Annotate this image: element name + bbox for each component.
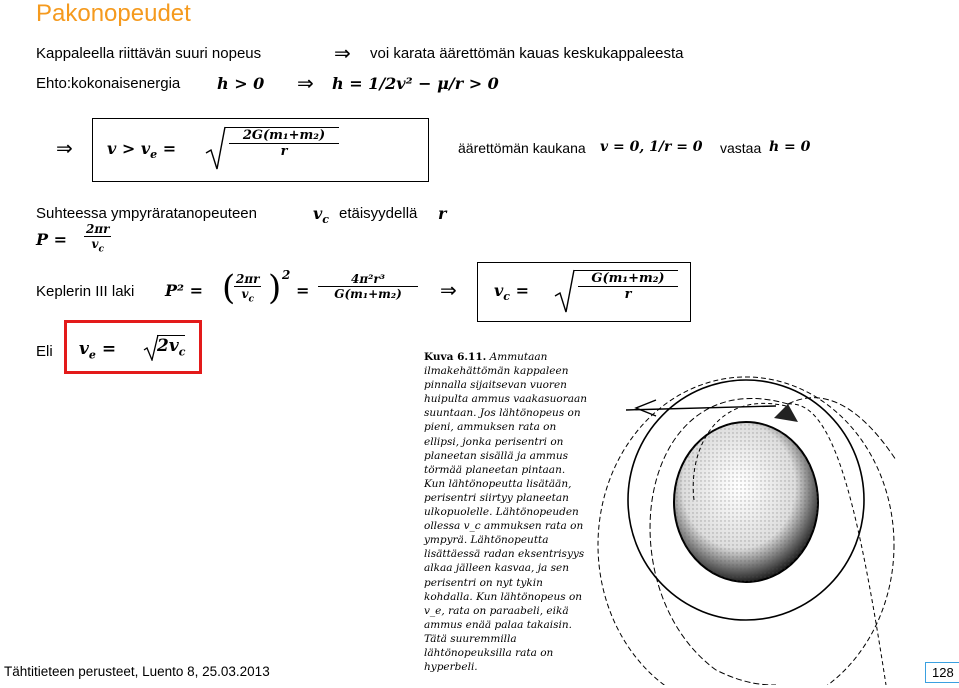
- mountain-shape: [774, 404, 798, 422]
- slide-title: Pakonopeudet: [36, 0, 191, 27]
- planet-texture: [674, 422, 818, 582]
- kepler-numerator: 4π²r³: [318, 272, 418, 287]
- caption-body: Ammutaan ilmakehättömän kappaleen pinnalla sijaitsevan vuoren huipulta ammus vaakasuoraan suuntaan. Jos lähtönopeus on pieni, ammuksen rata on ellipsi, jonka perisentri on planeetan sisällä ja ammus törmää planeetan pintaan. Kun lähtönopeutta lisätään, perisentri siirtyy planeetan ulkopuolelle. Lähtönopeuden ollessa v_c ammuksen rata on ympyrä. Lähtönopeutta lisättäessä radan eksentrisyys alkaa jälleen kasvaa, ja sen perisentri on nyt tykin kohdalla. Kun lähtönopeus on v_e, rata on paraabeli, eikä ammus enää palaa takaisin. Tätä suuremmilla lähtönopeuksilla rata on hyperbeli.: [424, 351, 588, 674]
- kepler-inner-num: 2πr: [236, 272, 260, 286]
- implies-arrow-1: ⇒: [334, 41, 351, 65]
- circular-text: Suhteessa ympyräratanopeuteen: [36, 205, 257, 222]
- result-red-box: [64, 320, 202, 374]
- implies-arrow-3: ⇒: [56, 136, 73, 160]
- vc-denominator: r: [624, 287, 632, 302]
- kepler-label: Keplerin III laki: [36, 283, 135, 300]
- kepler-inner-fraction: [234, 272, 261, 304]
- sqrt-sign-icon: [205, 125, 227, 171]
- sqrt-sign-icon-2: [554, 268, 576, 314]
- result-rhs: $2v_c$: [157, 336, 186, 359]
- implies-arrow-2: ⇒: [297, 71, 314, 95]
- kepler-exp: 2: [282, 268, 291, 282]
- circular-r: r: [438, 204, 447, 223]
- line1-left: Kappaleella riittävän suuri nopeus: [36, 45, 262, 62]
- period-numerator: 2πr: [86, 222, 110, 236]
- implies-arrow-4: ⇒: [440, 278, 457, 302]
- caption-head: Kuva 6.11.: [424, 351, 487, 363]
- period-fraction: [84, 222, 111, 254]
- infinity-mid: vastaa: [720, 140, 762, 156]
- circular-vc: $v_c$: [313, 204, 329, 227]
- energy-condition: h > 0: [217, 74, 265, 93]
- circular-velocity-box: [477, 262, 691, 322]
- vc-lhs: $v_c$ =: [494, 281, 529, 304]
- vc-numerator: G(m₁+m₂): [578, 271, 678, 287]
- line2-left: Ehto:kokonaisenergia: [36, 75, 181, 92]
- period-lhs: P =: [36, 230, 68, 249]
- kepler-lhs: P² =: [165, 281, 204, 300]
- kepler-fraction: [318, 272, 418, 301]
- page-number: 128: [925, 662, 959, 683]
- infinity-math2: h = 0: [769, 139, 811, 155]
- escape-numerator: 2G(m₁+m₂): [229, 128, 339, 144]
- circular-text2: etäisyydellä: [339, 205, 418, 222]
- infinity-text: äärettömän kaukana: [458, 140, 586, 156]
- energy-expression: h = 1/2v² − μ/r > 0: [332, 74, 499, 93]
- kepler-inner-den: $v_c$: [241, 287, 254, 305]
- result-lhs: $v_e$ =: [79, 339, 117, 362]
- figure-caption: [424, 350, 589, 674]
- orbits-figure: [596, 340, 900, 685]
- arrowhead-icon: [636, 400, 656, 416]
- eli-label: Eli: [36, 343, 53, 360]
- kepler-denominator: G(m₁+m₂): [334, 287, 402, 301]
- escape-velocity-box: [92, 118, 429, 182]
- period-denominator: $v_c$: [91, 237, 104, 255]
- infinity-math: v = 0, 1/r = 0: [600, 139, 703, 155]
- escape-denominator: r: [280, 144, 288, 159]
- launch-line: [626, 406, 776, 410]
- escape-lhs: $v > v_e$ =: [107, 139, 177, 162]
- line1-right: voi karata äärettömän kauas keskukappaleesta: [370, 45, 684, 62]
- footer-text: Tähtitieteen perusteet, Luento 8, 25.03.2013: [4, 664, 270, 679]
- kepler-eq: =: [296, 281, 310, 300]
